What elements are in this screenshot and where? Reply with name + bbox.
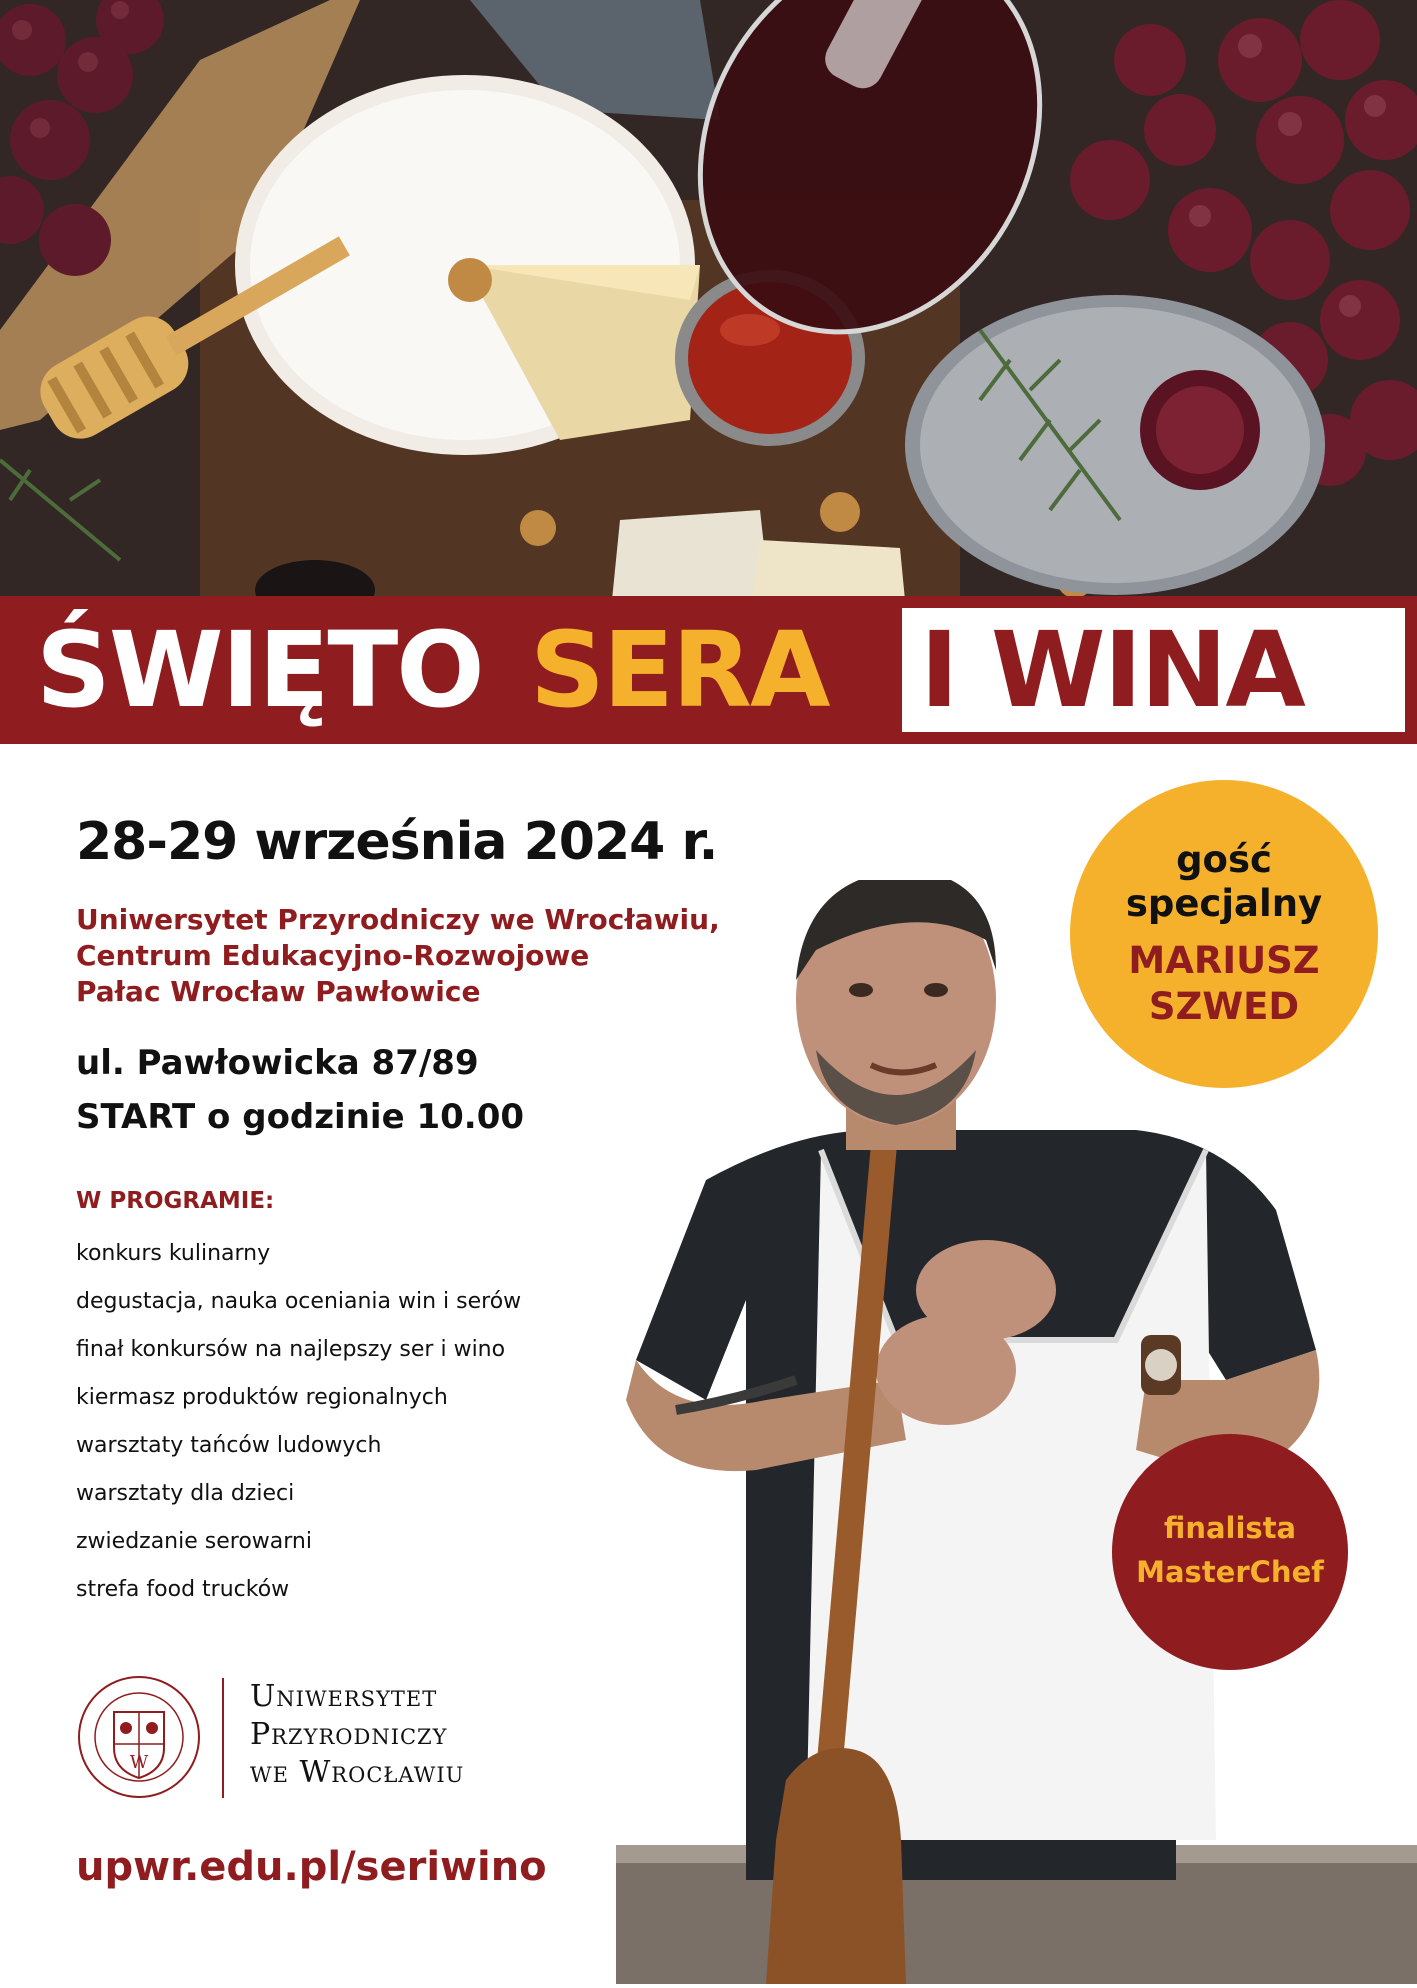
- finalist-label-line-2: MasterChef: [1136, 1555, 1324, 1589]
- special-guest-label: [1070, 838, 1378, 926]
- title-word-swieto: ŚWIĘTO: [36, 609, 483, 731]
- venue-line-2: Centrum Edukacyjno-Rozwojowe: [76, 939, 590, 972]
- special-guest-label-line-1: gość: [1176, 838, 1272, 881]
- program-item: kiermasz produktów regionalnych: [76, 1385, 448, 1410]
- university-name: [250, 1678, 464, 1792]
- special-guest-last-name: SZWED: [1148, 985, 1300, 1028]
- university-name-line-1: Uniwersytet: [250, 1679, 438, 1714]
- title-white-box: [902, 608, 1405, 732]
- venue-line-3: Pałac Wrocław Pawłowice: [76, 975, 481, 1008]
- title-word-i-wina: I WINA: [920, 609, 1304, 731]
- cheese-wine-illustration: [0, 0, 1417, 600]
- program-item: warsztaty dla dzieci: [76, 1481, 295, 1506]
- university-logo: [76, 1674, 536, 1804]
- logo-divider: [222, 1678, 224, 1798]
- special-guest-name: [1070, 938, 1378, 1030]
- program-item: zwiedzanie serowarni: [76, 1529, 312, 1554]
- title-banner: [0, 596, 1417, 744]
- university-name-line-2: Przyrodniczy: [250, 1717, 448, 1752]
- special-guest-label-line-2: specjalny: [1125, 882, 1323, 925]
- title-word-sera: SERA: [530, 609, 829, 731]
- start-time: START o godzinie 10.00: [76, 1097, 525, 1137]
- program-item: strefa food trucków: [76, 1577, 290, 1602]
- special-guest-badge: [1070, 780, 1378, 1088]
- svg-text:W: W: [129, 1752, 149, 1773]
- venue-line-1: Uniwersytet Przyrodniczy we Wrocławiu,: [76, 903, 720, 936]
- finalist-label: [1112, 1506, 1348, 1594]
- finalist-label-line-1: finalista: [1163, 1511, 1297, 1545]
- event-date: 28-29 września 2024 r.: [76, 812, 718, 872]
- address-block: [76, 1036, 524, 1144]
- program-item: degustacja, nauka oceniania win i serów: [76, 1289, 522, 1314]
- program-item: konkurs kulinarny: [76, 1241, 271, 1266]
- program-item: warsztaty tańców ludowych: [76, 1433, 382, 1458]
- university-seal-icon: [76, 1674, 202, 1800]
- hero-photo: [0, 0, 1417, 600]
- program-heading: W PROGRAMIE:: [76, 1188, 275, 1214]
- masterchef-finalist-badge: [1112, 1434, 1348, 1670]
- event-url[interactable]: upwr.edu.pl/seriwino: [76, 1844, 547, 1890]
- program-item: finał konkursów na najlepszy ser i wino: [76, 1337, 506, 1362]
- program-list: [76, 1236, 521, 1620]
- street-address: ul. Pawłowicka 87/89: [76, 1043, 479, 1083]
- special-guest-first-name: MARIUSZ: [1128, 939, 1320, 982]
- university-name-line-3: we Wrocławiu: [250, 1755, 465, 1790]
